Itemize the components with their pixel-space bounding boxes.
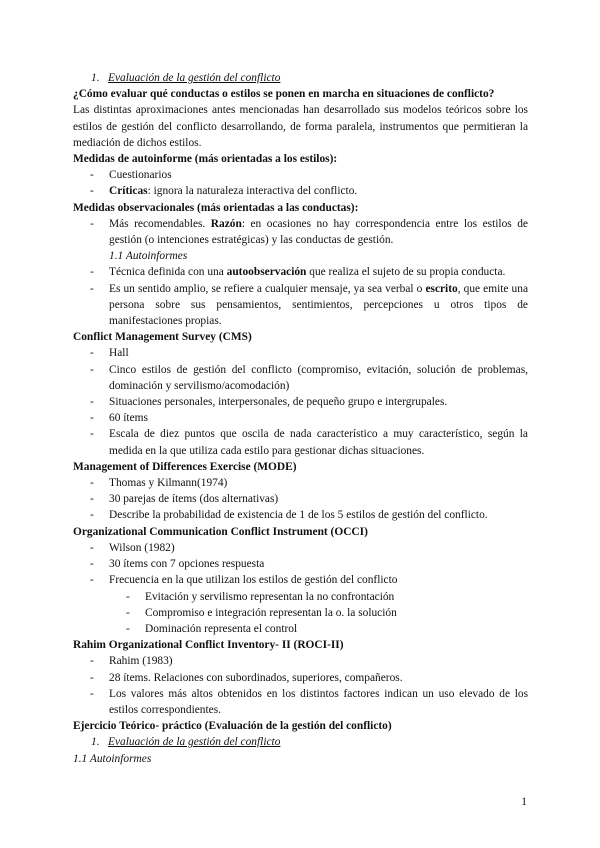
autoinforme-title: Medidas de autoinforme (más orientadas a los estilos): xyxy=(73,153,338,166)
list-item: - Cinco estilos de gestión del conflicto (compromiso, evitación, solución de problemas, dominación y servilismo/acomodación) xyxy=(90,363,528,392)
list-item: - 30 parejas de ítems (dos alternativas) xyxy=(90,493,279,506)
list-item: - 28 ítems. Relaciones con subordinados, superiores, compañeros. xyxy=(90,671,403,684)
list-item: - Es un sentido amplio, se refiere a cualquier mensaje, ya sea verbal o escrito, que emite una persona sobre sus pensamientos, sentimientos, percepciones u otros tipos de manifestaciones propias. xyxy=(90,282,528,328)
list-item: - Los valores más altos obtenidos en los distintos factores indican un uso elevado de los estilos correspondientes. xyxy=(90,687,528,716)
list-item: - Frecuencia en la que utilizan los estilos de gestión del conflicto xyxy=(90,574,398,587)
list-item: - Wilson (1982) xyxy=(90,541,175,554)
list-item: - Describe la probabilidad de existencia de 1 de los 5 estilos de gestión del conflicto. xyxy=(90,509,488,522)
subheading: 1.1 Autoinformes xyxy=(109,250,188,263)
list-item: - 30 ítems con 7 opciones respuesta xyxy=(90,558,265,571)
cms-title: Conflict Management Survey (CMS) xyxy=(73,331,252,344)
page-number: 1 xyxy=(521,796,527,808)
heading-number: 1. xyxy=(91,72,100,84)
section-heading xyxy=(73,70,528,86)
document-page xyxy=(73,70,528,767)
list-item: - Más recomendables. Razón: en ocasiones no hay correspondencia entre los estilos de gestión (o intenciones estratégicas) y las conductas de gestión. xyxy=(90,217,528,247)
question-heading: ¿Cómo evaluar qué conductas o estilos se ponen en marcha en situaciones de conflicto? xyxy=(73,88,495,101)
list-item: - Técnica definida con una autoobservación que realiza el sujeto de su propia conducta. xyxy=(90,266,506,279)
list-item: - Cuestionarios xyxy=(90,169,172,182)
intro-paragraph: Las distintas aproximaciones antes mencionadas han desarrollado sus modelos teóricos sobre los estilos de gestión del conflicto desarrollando, de forma paralela, instrumentos que permitieran la mediación de dichos estilos. xyxy=(73,104,528,149)
list-item: - 60 ítems xyxy=(90,412,148,425)
mode-title: Management of Differences Exercise (MODE) xyxy=(73,460,297,473)
list-item: - Críticas: ignora la naturaleza interactiva del conflicto. xyxy=(90,185,358,198)
heading-number: 1. xyxy=(91,736,100,749)
list-item: - Hall xyxy=(90,347,129,360)
list-item: - Situaciones personales, interpersonales, de pequeño grupo e intergrupales. xyxy=(90,396,448,409)
roci-title: Rahim Organizational Conflict Inventory- II (ROCI-II) xyxy=(73,639,344,652)
heading-text: Evaluación de la gestión del conflicto xyxy=(108,72,281,84)
list-item: - Escala de diez puntos que oscila de nada característico a muy característico, según la medida en la que utiliza cada estilo para gestionar dichas situaciones. xyxy=(90,428,528,457)
occi-title: Organizational Communication Conflict Instrument (OCCI) xyxy=(73,525,368,538)
ejercicio-title: Ejercicio Teórico- práctico (Evaluación de la gestión del conflicto) xyxy=(73,720,392,733)
section-heading xyxy=(73,734,528,750)
nested-list-item: - Compromiso e integración representan la o. la solución xyxy=(126,606,397,619)
subheading: 1.1 Autoinformes xyxy=(73,752,152,765)
list-item: - Rahim (1983) xyxy=(90,655,173,668)
list-item: - Thomas y Kilmann(1974) xyxy=(90,477,228,490)
observacionales-title: Medidas observacionales (más orientadas a las conductas): xyxy=(73,201,359,214)
nested-list-item: - Evitación y servilismo representan la no confrontación xyxy=(126,590,395,603)
heading-text: Evaluación de la gestión del conflicto xyxy=(108,736,281,749)
nested-list-item: - Dominación representa el control xyxy=(126,622,298,635)
